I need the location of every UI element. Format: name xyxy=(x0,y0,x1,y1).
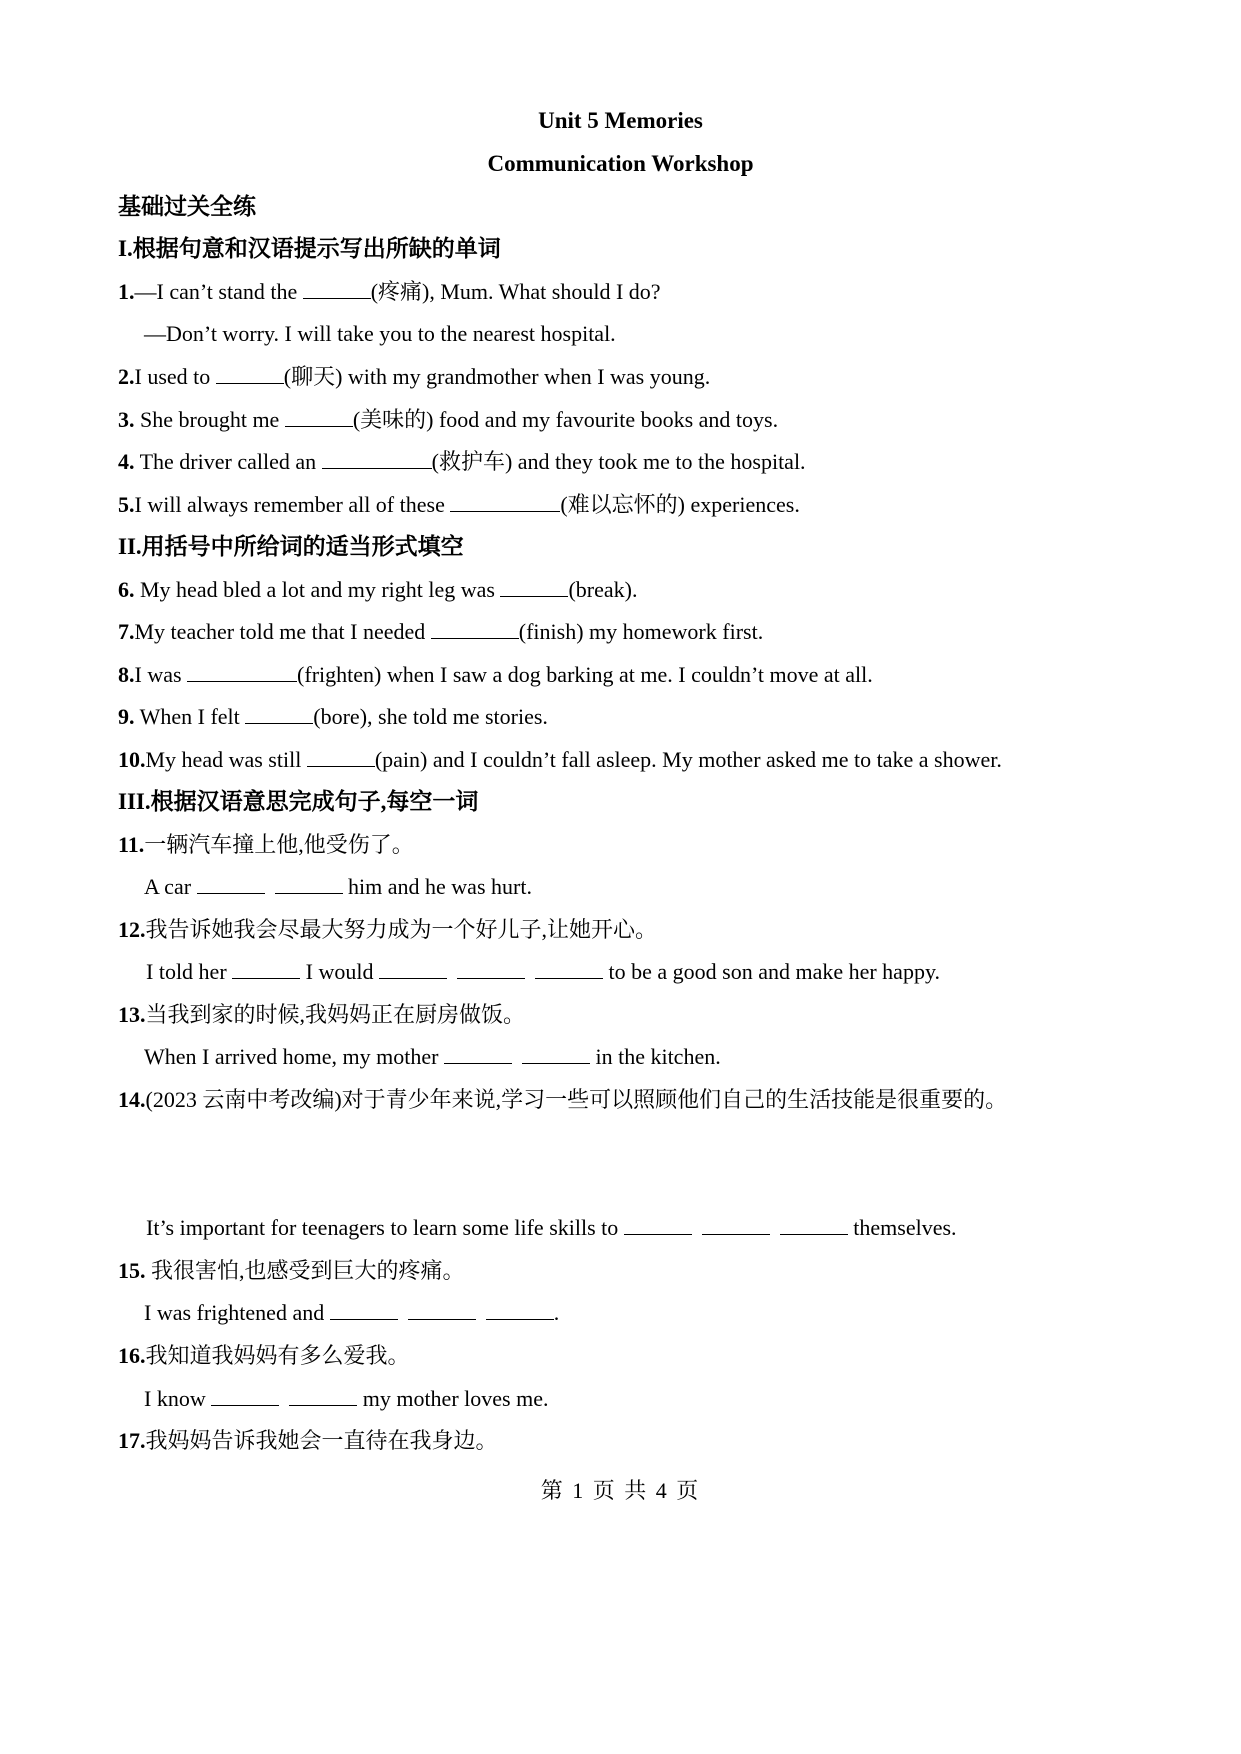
question-number: 5. xyxy=(118,492,135,517)
question-text: My head was still xyxy=(145,747,307,772)
answer-blank[interactable] xyxy=(408,1299,476,1320)
question-number: 13. xyxy=(118,1002,146,1027)
question-3 xyxy=(118,405,778,435)
question-chinese: 当我到家的时候,我妈妈正在厨房做饭。 xyxy=(145,1002,526,1027)
answer-blank[interactable] xyxy=(431,618,519,639)
question-text: (聊天) with my grandmother when I was young. xyxy=(283,364,711,389)
question-15 xyxy=(118,1256,465,1286)
question-text: I was xyxy=(134,662,188,687)
question-2 xyxy=(118,362,710,392)
question-chinese: 我很害怕,也感受到巨大的疼痛。 xyxy=(145,1258,465,1283)
page-footer: 第 1 页 共 4 页 xyxy=(540,1478,701,1503)
question-9 xyxy=(118,702,548,732)
question-14-answer-line xyxy=(146,1213,957,1243)
question-text: My teacher told me that I needed xyxy=(134,619,431,644)
question-number: 11. xyxy=(118,832,145,857)
section-1-heading: I.根据句意和汉语提示写出所缺的单词 xyxy=(118,236,501,261)
answer-blank[interactable] xyxy=(780,1214,848,1235)
section-2-heading: II.用括号中所给词的适当形式填空 xyxy=(118,534,464,559)
question-text: I will always remember all of these xyxy=(134,492,451,517)
question-1-reply: —Don’t worry. I will take you to the nearest hospital. xyxy=(144,321,616,346)
question-10 xyxy=(118,745,1002,775)
answer-blank[interactable] xyxy=(232,958,300,979)
question-text: A car xyxy=(144,874,197,899)
question-text: When I felt xyxy=(134,704,246,729)
answer-blank[interactable] xyxy=(330,1299,398,1320)
question-4 xyxy=(118,447,806,477)
answer-blank[interactable] xyxy=(322,448,432,469)
question-text: in the kitchen. xyxy=(589,1044,721,1069)
question-text: to be a good son and make her happy. xyxy=(602,959,941,984)
question-number: 15. xyxy=(118,1258,146,1283)
question-number: 17. xyxy=(118,1428,146,1453)
answer-blank[interactable] xyxy=(522,1043,590,1064)
question-8 xyxy=(118,660,873,690)
question-text: (break). xyxy=(568,577,638,602)
question-text: I know xyxy=(144,1386,212,1411)
question-text: (疼痛), Mum. What should I do? xyxy=(370,279,661,304)
answer-blank[interactable] xyxy=(702,1214,770,1235)
question-number: 6. xyxy=(118,577,135,602)
question-chinese: 我妈妈告诉我她会一直待在我身边。 xyxy=(145,1428,498,1453)
question-number: 3. xyxy=(118,407,135,432)
question-chinese: 一辆汽车撞上他,他受伤了。 xyxy=(144,832,414,857)
answer-blank[interactable] xyxy=(275,873,343,894)
answer-blank[interactable] xyxy=(624,1214,692,1235)
answer-blank[interactable] xyxy=(289,1385,357,1406)
question-text: When I arrived home, my mother xyxy=(144,1044,444,1069)
question-number: 1. xyxy=(118,279,135,304)
question-11 xyxy=(118,830,414,860)
answer-blank[interactable] xyxy=(197,873,265,894)
question-text: him and he was hurt. xyxy=(342,874,532,899)
question-12 xyxy=(118,915,657,945)
question-6 xyxy=(118,575,638,605)
answer-blank[interactable] xyxy=(457,958,525,979)
question-text: I was frightened and xyxy=(144,1300,330,1325)
question-chinese: 我知道我妈妈有多么爱我。 xyxy=(145,1343,410,1368)
question-text: It’s important for teenagers to learn some life skills to xyxy=(146,1215,624,1240)
answer-blank[interactable] xyxy=(216,363,284,384)
question-number: 10. xyxy=(118,747,146,772)
answer-blank[interactable] xyxy=(379,958,447,979)
question-text: She brought me xyxy=(134,407,285,432)
question-1 xyxy=(118,277,661,307)
answer-blank[interactable] xyxy=(211,1385,279,1406)
answer-blank[interactable] xyxy=(486,1299,554,1320)
question-13-answer-line xyxy=(144,1042,721,1072)
question-number: 8. xyxy=(118,662,135,687)
answer-blank[interactable] xyxy=(303,278,371,299)
question-text: I told her xyxy=(146,959,233,984)
question-chinese: (2023 云南中考改编)对于青少年来说,学习一些可以照顾他们自己的生活技能是很重要的。 xyxy=(145,1087,1008,1112)
answer-blank[interactable] xyxy=(450,491,560,512)
page-title: Unit 5 Memories xyxy=(538,108,703,133)
question-text: my mother loves me. xyxy=(357,1386,549,1411)
question-text: (难以忘怀的) experiences. xyxy=(560,492,800,517)
heading-basic-practice: 基础过关全练 xyxy=(118,194,256,219)
answer-blank[interactable] xyxy=(307,746,375,767)
question-chinese: 我告诉她我会尽最大努力成为一个好儿子,让她开心。 xyxy=(145,917,658,942)
answer-blank[interactable] xyxy=(500,576,568,597)
question-number: 7. xyxy=(118,619,135,644)
question-16-answer-line xyxy=(144,1384,548,1414)
question-12-answer-line xyxy=(146,957,940,987)
question-number: 4. xyxy=(118,449,135,474)
section-3-heading: III.根据汉语意思完成句子,每空一词 xyxy=(118,789,479,814)
question-7 xyxy=(118,617,763,647)
page-subtitle: Communication Workshop xyxy=(487,151,754,176)
question-number: 16. xyxy=(118,1343,146,1368)
question-number: 2. xyxy=(118,364,135,389)
question-text: . xyxy=(553,1300,560,1325)
answer-blank[interactable] xyxy=(444,1043,512,1064)
question-11-answer-line xyxy=(144,872,532,902)
question-14 xyxy=(118,1085,1007,1115)
question-text: My head bled a lot and my right leg was xyxy=(134,577,501,602)
question-text: (bore), she told me stories. xyxy=(313,704,548,729)
question-text: (救护车) and they took me to the hospital. xyxy=(431,449,806,474)
question-text: (frighten) when I saw a dog barking at me. I couldn’t move at all. xyxy=(297,662,873,687)
question-text: (美味的) food and my favourite books and toys. xyxy=(352,407,779,432)
question-16 xyxy=(118,1341,410,1371)
question-13 xyxy=(118,1000,525,1030)
question-number: 14. xyxy=(118,1087,146,1112)
question-text: (finish) my homework first. xyxy=(518,619,764,644)
answer-blank[interactable] xyxy=(187,661,297,682)
question-text: themselves. xyxy=(847,1215,957,1240)
question-text: —I can’t stand the xyxy=(134,279,303,304)
question-number: 9. xyxy=(118,704,135,729)
question-15-answer-line xyxy=(144,1298,559,1328)
question-text: I would xyxy=(300,959,379,984)
question-5 xyxy=(118,490,800,520)
answer-blank[interactable] xyxy=(535,958,603,979)
question-text: I used to xyxy=(134,364,216,389)
question-text: The driver called an xyxy=(134,449,322,474)
question-17 xyxy=(118,1426,498,1456)
answer-blank[interactable] xyxy=(245,703,313,724)
question-number: 12. xyxy=(118,917,146,942)
question-text: (pain) and I couldn’t fall asleep. My mother asked me to take a shower. xyxy=(374,747,1002,772)
answer-blank[interactable] xyxy=(285,406,353,427)
